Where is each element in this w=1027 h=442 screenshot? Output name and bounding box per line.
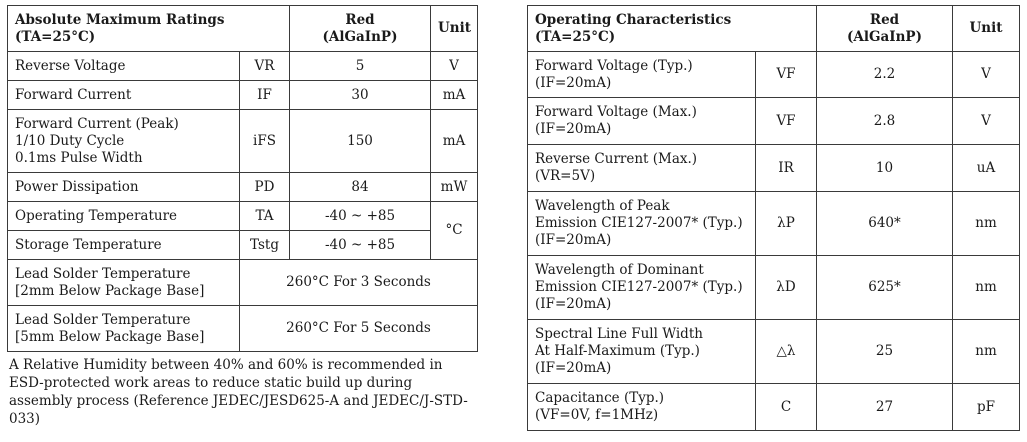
column-header-red xyxy=(290,6,431,52)
param-cell: Operating Temperature xyxy=(8,202,240,231)
value-cell: -40 ~ +85 xyxy=(290,202,431,231)
unit-cell: mA xyxy=(431,110,478,173)
table-row xyxy=(8,173,478,202)
unit-cell: nm xyxy=(953,256,1020,320)
humidity-note: A Relative Humidity between 40% and 60% is recommended in ESD-protected work areas to reduce static build up during assembly process (Reference JEDEC/JESD625-A and JEDEC/J-STD-033) xyxy=(9,357,468,427)
column-red-label: Red xyxy=(345,11,375,28)
absolute-maximum-ratings-table xyxy=(7,5,478,352)
param-cell: Lead Solder Temperature [2mm Below Package Base] xyxy=(8,260,240,306)
table-title-text: Absolute Maximum Ratings xyxy=(15,11,225,28)
value-cell: 25 xyxy=(817,320,953,384)
unit-cell: V xyxy=(953,52,1020,98)
unit-cell: uA xyxy=(953,145,1020,192)
table-title-text: Operating Characteristics xyxy=(535,11,732,28)
table-row xyxy=(528,384,1020,431)
symbol-cell: VF xyxy=(756,52,817,98)
symbol-cell: λD xyxy=(756,256,817,320)
table-row xyxy=(528,192,1020,256)
value-cell: 150 xyxy=(290,110,431,173)
value-cell: 2.8 xyxy=(817,98,953,145)
table-row xyxy=(528,320,1020,384)
symbol-cell: VR xyxy=(240,52,290,81)
column-header-unit: Unit xyxy=(431,6,478,52)
table-title xyxy=(528,6,817,52)
value-cell: 10 xyxy=(817,145,953,192)
table-title xyxy=(8,6,290,52)
unit-cell: mA xyxy=(431,81,478,110)
param-cell: Lead Solder Temperature [5mm Below Package Base] xyxy=(8,306,240,352)
param-cell: Forward Voltage (Max.) (IF=20mA) xyxy=(528,98,756,145)
table-row xyxy=(8,202,478,231)
param-cell: Power Dissipation xyxy=(8,173,240,202)
param-cell: Reverse Current (Max.) (VR=5V) xyxy=(528,145,756,192)
symbol-cell: IF xyxy=(240,81,290,110)
value-cell: 84 xyxy=(290,173,431,202)
table-row xyxy=(528,52,1020,98)
value-cell: 260°C For 5 Seconds xyxy=(240,306,478,352)
param-cell: Forward Current xyxy=(8,81,240,110)
param-cell: Reverse Voltage xyxy=(8,52,240,81)
value-cell: 2.2 xyxy=(817,52,953,98)
unit-cell: °C xyxy=(431,202,478,260)
param-cell: Spectral Line Full Width At Half-Maximum (Typ.) (IF=20mA) xyxy=(528,320,756,384)
table-row xyxy=(8,306,478,352)
column-header-red xyxy=(817,6,953,52)
param-cell: Wavelength of Dominant Emission CIE127-2007* (Typ.) (IF=20mA) xyxy=(528,256,756,320)
value-cell: 27 xyxy=(817,384,953,431)
unit-cell: pF xyxy=(953,384,1020,431)
table-row xyxy=(528,145,1020,192)
table-row xyxy=(528,98,1020,145)
column-header-unit: Unit xyxy=(953,6,1020,52)
column-red-sublabel: (AlGaInP) xyxy=(847,28,922,45)
symbol-cell: TA xyxy=(240,202,290,231)
table-condition: (TA=25°C) xyxy=(535,28,616,45)
param-cell: Wavelength of Peak Emission CIE127-2007* (Typ.) (IF=20mA) xyxy=(528,192,756,256)
value-cell: 260°C For 3 Seconds xyxy=(240,260,478,306)
value-cell: 625* xyxy=(817,256,953,320)
unit-cell: V xyxy=(953,98,1020,145)
param-cell: Forward Current (Peak) 1/10 Duty Cycle 0.1ms Pulse Width xyxy=(8,110,240,173)
symbol-cell: Tstg xyxy=(240,231,290,260)
table-row xyxy=(528,256,1020,320)
symbol-cell: PD xyxy=(240,173,290,202)
symbol-cell: IR xyxy=(756,145,817,192)
column-red-label: Red xyxy=(869,11,900,28)
operating-characteristics-table xyxy=(527,5,1020,431)
symbol-cell: △λ xyxy=(756,320,817,384)
param-cell: Forward Voltage (Typ.) (IF=20mA) xyxy=(528,52,756,98)
symbol-cell: iFS xyxy=(240,110,290,173)
table-row xyxy=(8,81,478,110)
table-row xyxy=(8,52,478,81)
symbol-cell: λP xyxy=(756,192,817,256)
unit-cell: mW xyxy=(431,173,478,202)
table-row xyxy=(8,110,478,173)
unit-cell: V xyxy=(431,52,478,81)
value-cell: 5 xyxy=(290,52,431,81)
column-red-sublabel: (AlGaInP) xyxy=(322,28,398,45)
symbol-cell: VF xyxy=(756,98,817,145)
value-cell: 30 xyxy=(290,81,431,110)
param-cell: Storage Temperature xyxy=(8,231,240,260)
param-cell: Capacitance (Typ.) (VF=0V, f=1MHz) xyxy=(528,384,756,431)
table-row xyxy=(8,260,478,306)
table-condition: (TA=25°C) xyxy=(15,28,96,45)
value-cell: -40 ~ +85 xyxy=(290,231,431,260)
unit-cell: nm xyxy=(953,320,1020,384)
value-cell: 640* xyxy=(817,192,953,256)
symbol-cell: C xyxy=(756,384,817,431)
unit-cell: nm xyxy=(953,192,1020,256)
table-row xyxy=(8,231,478,260)
